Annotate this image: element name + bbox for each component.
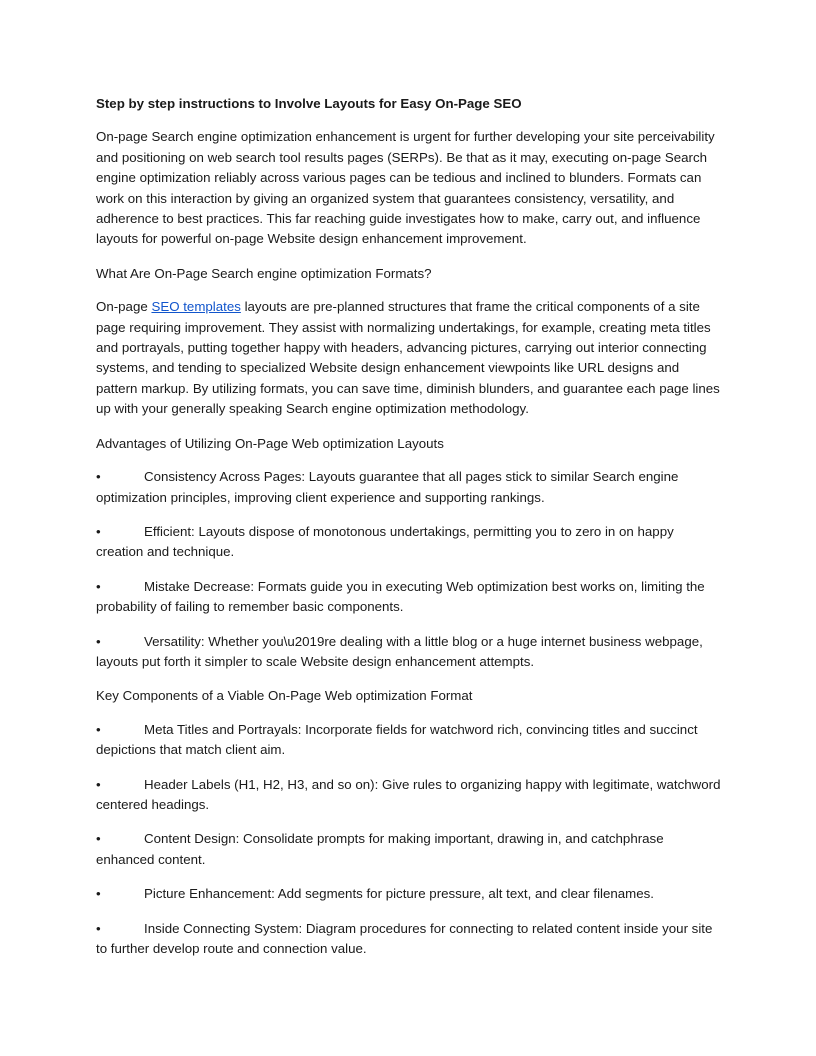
bullet-icon: • bbox=[96, 721, 101, 737]
section1-suffix: layouts are pre-planned structures that frame the critical components of a site page requiring improvement. They assist with normalizing undertakings, for example, creating meta titles and portrayals, putting together happy with headers, advancing pictures, carrying out interior connecting systems, and tending to specialized Website design enhancement viewpoints like URL designs and pattern markup. By utilizing formats, you can save time, diminish blunders, and guarantee each page lines up with your generally speaking Search engine optimization methodology. bbox=[96, 299, 720, 417]
section1-paragraph bbox=[96, 297, 724, 419]
document-page bbox=[96, 94, 724, 973]
list-item-text: Efficient: Layouts dispose of monotonous undertakings, permitting you to zero in on happy creation and technique. bbox=[96, 523, 674, 560]
bullet-icon: • bbox=[96, 523, 101, 539]
bullet-icon: • bbox=[96, 776, 101, 792]
document-title: Step by step instructions to Involve Layouts for Easy On-Page SEO bbox=[96, 96, 522, 111]
section3-heading: Key Components of a Viable On-Page Web optimization Format bbox=[96, 688, 473, 704]
list-item-text: Picture Enhancement: Add segments for picture pressure, alt text, and clear filenames. bbox=[144, 886, 654, 902]
bullet-icon: • bbox=[96, 831, 101, 847]
bullet-icon: • bbox=[96, 920, 101, 936]
list-item bbox=[96, 522, 724, 563]
list-item-text: Inside Connecting System: Diagram procedures for connecting to related content inside your site to further develop route and connection value. bbox=[96, 920, 713, 956]
list-item-text: Consistency Across Pages: Layouts guarantee that all pages stick to similar Search engine optimization principles, improving client experience and supporting rankings. bbox=[96, 469, 679, 505]
list-item bbox=[96, 919, 724, 960]
bullet-icon: • bbox=[96, 578, 101, 594]
section3-bullet-list bbox=[96, 720, 724, 960]
seo-templates-link[interactable]: SEO templates bbox=[151, 299, 241, 315]
intro-paragraph: On-page Search engine optimization enhancement is urgent for further developing your site perceivability and positioning on web search tool results pages (SERPs). Be that as it may, executing on-page Search engine optimization reliably across various pages can be tedious and inclined to blunders. Formats can work on this interaction by giving an organized system that guarantees consistency, versatility, and adherence to best practices. This far reaching guide investigates how to make, carry out, and influence layouts for powerful on-page Website design enhancement improvement. bbox=[96, 129, 715, 247]
section1-heading: What Are On-Page Search engine optimization Formats? bbox=[96, 265, 432, 281]
section1-prefix: On-page bbox=[96, 299, 152, 315]
list-item bbox=[96, 775, 724, 816]
list-item bbox=[96, 829, 724, 870]
list-item-text: Meta Titles and Portrayals: Incorporate fields for watchword rich, convincing titles and succinct depictions that match client aim. bbox=[96, 721, 698, 758]
section2-heading: Advantages of Utilizing On-Page Web optimization Layouts bbox=[96, 435, 444, 451]
list-item-text: Mistake Decrease: Formats guide you in executing Web optimization best works on, limiting the probability of failing to remember basic components. bbox=[96, 578, 705, 615]
list-item bbox=[96, 577, 724, 618]
list-item-text: Versatility: Whether you\u2019re dealing with a little blog or a huge internet business webpage, layouts put forth it simpler to scale Website design enhancement attempts. bbox=[96, 633, 703, 669]
bullet-icon: • bbox=[96, 633, 101, 649]
list-item bbox=[96, 632, 724, 673]
section2-bullet-list bbox=[96, 467, 724, 672]
bullet-icon: • bbox=[96, 886, 101, 902]
list-item-text: Header Labels (H1, H2, H3, and so on): Give rules to organizing happy with legitimate, watchword centered headings. bbox=[96, 776, 721, 812]
list-item-text: Content Design: Consolidate prompts for making important, drawing in, and catchphrase enhanced content. bbox=[96, 831, 664, 867]
list-item bbox=[96, 467, 724, 508]
list-item bbox=[96, 720, 724, 761]
bullet-icon: • bbox=[96, 469, 101, 485]
list-item bbox=[96, 884, 724, 904]
